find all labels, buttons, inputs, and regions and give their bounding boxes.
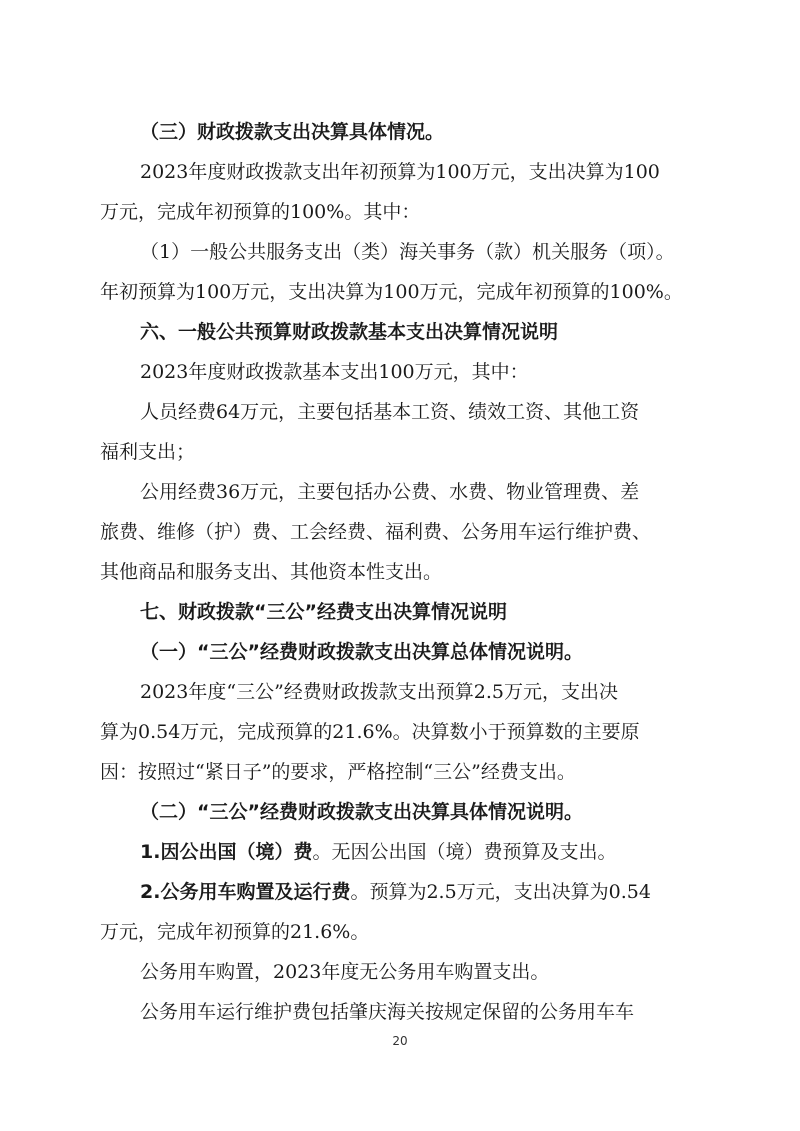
paragraph-line [100,672,710,712]
paragraph-line [100,432,710,472]
paragraph-line [100,952,710,992]
item-line-2 [100,872,710,912]
text: （1）一般公共服务支出（类）海关事务（款）机关服务（项）。 [140,241,675,263]
subsection-heading-1 [100,632,710,672]
subsection-heading-2 [100,792,710,832]
text: 2023年度财政拨款基本支出100万元，其中： [140,361,529,383]
text: 公务用车运行维护费包括肇庆海关按规定保留的公务用车车 [140,1001,635,1023]
page-number: 20 [392,1034,408,1048]
paragraph-line [100,152,710,192]
section-heading-3 [100,112,710,152]
text: 其他商品和服务支出、其他资本性支出。 [100,561,443,583]
text: 福利支出； [100,441,196,463]
text-bold: （三）财政拨款支出决算具体情况。 [140,121,445,143]
text: 2023年度“三公”经费财政拨款支出预算2.5万元，支出决 [140,681,618,703]
text: 公务用车购置，2023年度无公务用车购置支出。 [140,961,550,983]
text: 算为0.54万元，完成预算的21.6%。决算数小于预算数的主要原 [100,721,640,743]
section-heading-7 [100,592,710,632]
text-bold: 2.公务用车购置及运行费 [140,881,351,903]
paragraph-line [100,912,710,952]
text: 。无因公出国（境）费预算及支出。 [312,841,617,863]
paragraph-line [100,712,710,752]
section-heading-6 [100,312,710,352]
paragraph-line [100,272,710,312]
text: 公用经费36万元，主要包括办公费、水费、物业管理费、差 [140,481,640,503]
text-bold: 六、一般公共预算财政拨款基本支出决算情况说明 [140,321,559,343]
paragraph-line [100,192,710,232]
text: 。预算为2.5万元，支出决算为0.54 [350,881,651,903]
paragraph-line [100,232,710,272]
paragraph-line [100,752,710,792]
text: 旅费、维修（护）费、工会经费、福利费、公务用车运行维护费、 [100,521,652,543]
paragraph-line [100,512,710,552]
paragraph-line [100,552,710,592]
text: 年初预算为100万元，支出决算为100万元，完成年初预算的100%。 [100,281,683,303]
text: 万元，完成年初预算的100%。其中： [100,201,421,223]
text-bold: 1.因公出国（境）费 [140,841,313,863]
document-body [100,112,710,1032]
text: 万元，完成年初预算的21.6%。 [100,921,370,943]
text: 2023年度财政拨款支出年初预算为100万元，支出决算为100 [140,161,660,183]
text: 因：按照过“紧日子”的要求，严格控制“三公”经费支出。 [100,761,576,783]
text-bold: （一）“三公”经费财政拨款支出决算总体情况说明。 [140,641,583,663]
text: 人员经费64万元，主要包括基本工资、绩效工资、其他工资 [140,401,640,423]
paragraph-line [100,472,710,512]
paragraph-line [100,992,710,1032]
text-bold: （二）“三公”经费财政拨款支出决算具体情况说明。 [140,801,583,823]
paragraph-line [100,392,710,432]
item-line-1 [100,832,710,872]
paragraph-line [100,352,710,392]
text-bold: 七、财政拨款“三公”经费支出决算情况说明 [140,601,507,623]
